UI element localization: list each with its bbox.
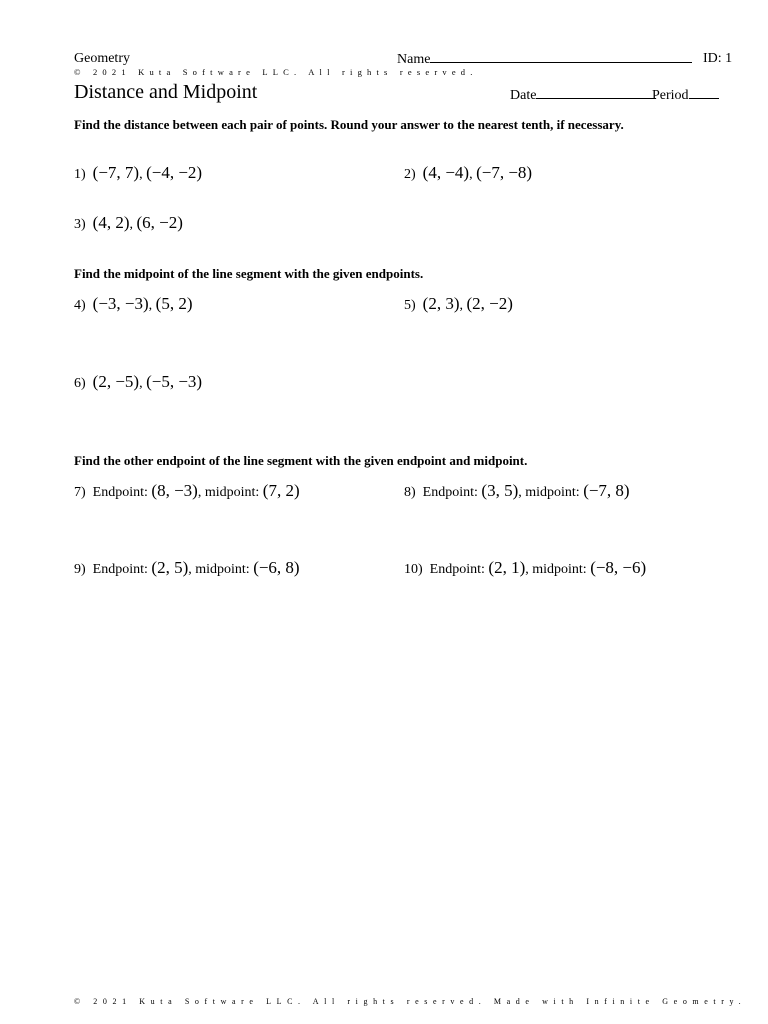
coordinate-pair: (−7, −8) (476, 163, 533, 182)
coordinate-pair: (4, −4) (422, 163, 470, 182)
name-field[interactable] (397, 51, 692, 68)
problem-number: 6) (74, 376, 86, 391)
problem-text: , (469, 167, 477, 182)
name-line (430, 51, 692, 63)
coordinate-pair: (2, 5) (151, 558, 189, 577)
coordinate-pair: (−7, 7) (92, 163, 140, 182)
footer-copyright: © 2021 Kuta Software LLC. All rights reserved. Made with Infinite Geometry. (74, 997, 747, 1006)
coordinate-pair: (5, 2) (155, 294, 193, 313)
problem-text: Endpoint: (429, 562, 489, 577)
date-field[interactable] (510, 87, 656, 104)
section-2-instruction: Find the midpoint of the line segment with the given endpoints. (74, 266, 424, 281)
coordinate-pair: (−7, 8) (583, 481, 630, 500)
problem-text: , (148, 298, 156, 313)
problem-text: , (129, 217, 137, 232)
problem-number: 7) (74, 485, 86, 500)
period-line (689, 87, 719, 99)
coordinate-pair: (2, 1) (488, 558, 526, 577)
problem-text: Endpoint: (422, 485, 482, 500)
problem-9 (74, 558, 300, 578)
coordinate-pair: (2, −5) (92, 372, 140, 391)
problem-number: 2) (404, 167, 416, 182)
coordinate-pair: (−6, 8) (253, 558, 300, 577)
problem-5 (404, 294, 513, 314)
coordinate-pair: (−3, −3) (92, 294, 149, 313)
coordinate-pair: (−5, −3) (146, 372, 203, 391)
problem-text: , midpoint: (188, 562, 254, 577)
problem-10 (404, 558, 646, 578)
problem-text: , midpoint: (197, 485, 263, 500)
problem-text: , (459, 298, 467, 313)
problem-number: 9) (74, 562, 86, 577)
problem-4 (74, 294, 193, 314)
id-label: ID: 1 (703, 51, 733, 66)
problem-3 (74, 213, 183, 233)
name-label: Name (397, 52, 431, 67)
coordinate-pair: (7, 2) (262, 481, 300, 500)
coordinate-pair: (4, 2) (92, 213, 130, 232)
page-title: Distance and Midpoint (74, 81, 258, 103)
problem-number: 10) (404, 562, 423, 577)
problem-number: 1) (74, 167, 86, 182)
period-field[interactable] (652, 87, 719, 104)
coordinate-pair: (8, −3) (151, 481, 198, 500)
problem-text: , (139, 376, 147, 391)
problem-7 (74, 481, 300, 501)
coordinate-pair: (6, −2) (136, 213, 183, 232)
copyright-notice: © 2021 Kuta Software LLC. All rights reserved. (74, 67, 478, 77)
problem-text: Endpoint: (92, 485, 152, 500)
problem-number: 5) (404, 298, 416, 313)
coordinate-pair: (−8, −6) (590, 558, 647, 577)
date-label: Date (510, 88, 537, 103)
problem-2 (404, 163, 532, 183)
section-3-instruction: Find the other endpoint of the line segment with the given endpoint and midpoint. (74, 453, 528, 468)
coordinate-pair: (3, 5) (481, 481, 519, 500)
period-label: Period (652, 88, 689, 103)
coordinate-pair: (2, −2) (466, 294, 513, 313)
date-line (536, 87, 656, 99)
section-1-instruction: Find the distance between each pair of points. Round your answer to the nearest tenth, if necessary. (74, 117, 624, 132)
problem-number: 8) (404, 485, 416, 500)
problem-text: , midpoint: (518, 485, 584, 500)
problem-1 (74, 163, 202, 183)
problem-number: 4) (74, 298, 86, 313)
problem-number: 3) (74, 217, 86, 232)
problem-6 (74, 372, 202, 392)
coordinate-pair: (2, 3) (422, 294, 460, 313)
problem-text: Endpoint: (92, 562, 152, 577)
coordinate-pair: (−4, −2) (146, 163, 203, 182)
course-label: Geometry (74, 51, 130, 66)
problem-8 (404, 481, 630, 501)
problem-text: , (139, 167, 147, 182)
problem-text: , midpoint: (525, 562, 591, 577)
